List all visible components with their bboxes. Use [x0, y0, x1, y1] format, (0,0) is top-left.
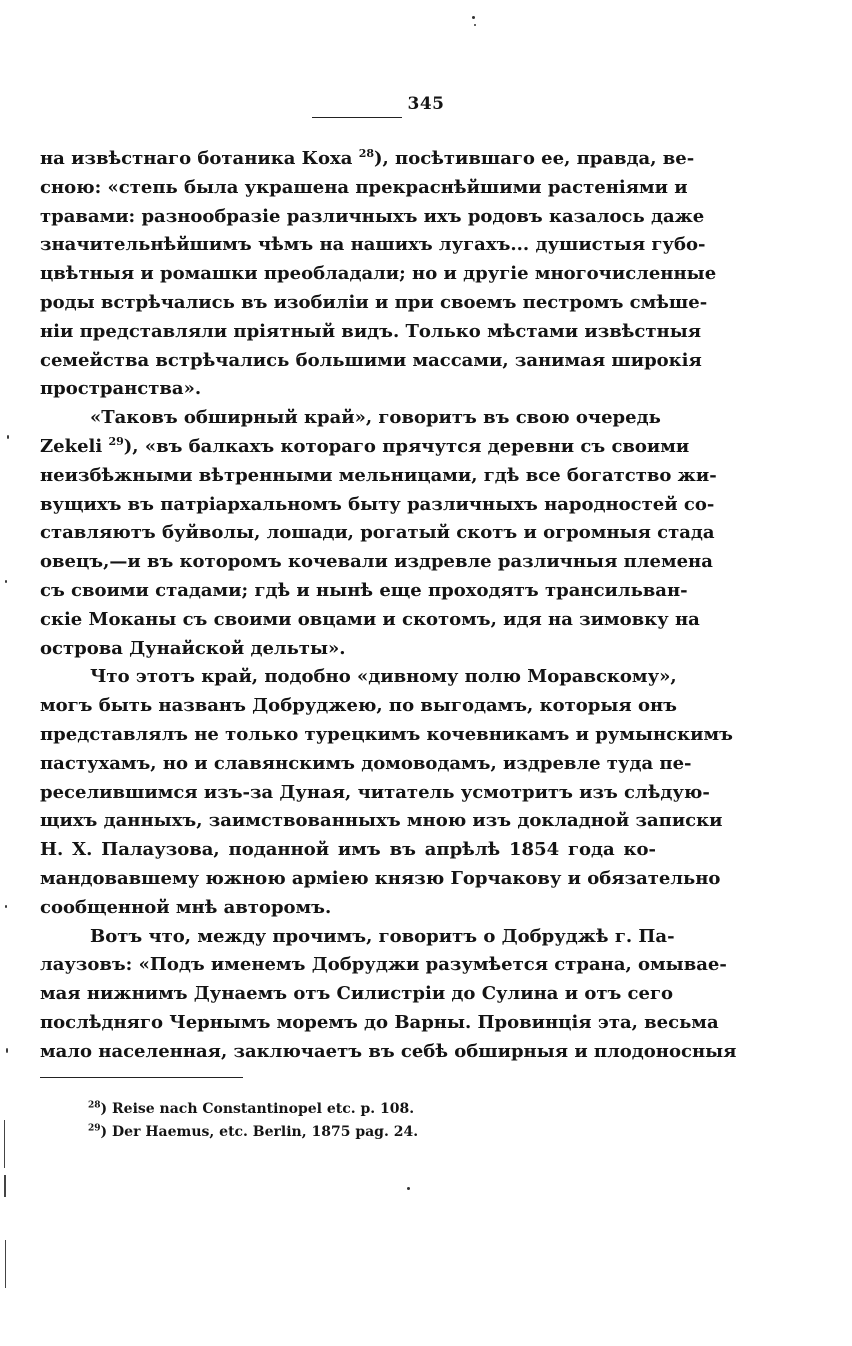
text-run: щихъ данныхъ, заимствованныхъ мною изъ докладной записки	[40, 810, 723, 832]
footnote-rule	[40, 1077, 243, 1078]
text-run: мандовавшему южною арміею князю Горчакову и обязательно	[40, 867, 721, 889]
text-run: значительнѣйшимъ чѣмъ на нашихъ лугахъ... душистыя губо-	[40, 234, 706, 256]
text-run: пастухамъ, но и славянскимъ домоводамъ, издревле туда пе-	[40, 752, 692, 774]
scan-speck	[5, 905, 7, 908]
text-run: сною: «степь была украшена прекраснѣйшими растеніями и	[40, 176, 688, 198]
text-run: ставляютъ буйволы, лошади, рогатый скотъ и огромныя стада	[40, 522, 715, 544]
text-line	[40, 404, 661, 433]
scan-speck	[474, 24, 476, 26]
scan-speck	[5, 580, 7, 583]
footnote-mark: 28	[88, 1100, 101, 1111]
text-run: острова Дунайской дельты».	[40, 637, 346, 659]
text-line	[40, 894, 656, 923]
text-line	[40, 548, 713, 577]
text-line	[40, 462, 717, 491]
paragraph	[40, 923, 737, 1067]
text-line	[40, 1038, 737, 1067]
text-run: роды встрѣчались въ изобиліи и при своемъ пестромъ смѣше-	[40, 291, 708, 313]
text-run: лаузовъ: «Подъ именемъ Добруджи разумѣется страна, омывае-	[40, 954, 727, 976]
text-run: ), посѣтившаго ее, правда, ве-	[374, 148, 695, 169]
scan-speck	[6, 1048, 8, 1053]
text-line	[40, 980, 673, 1009]
footnote-text: ) Reise nach Constantinopel etc. p. 108.	[100, 1101, 415, 1117]
text-line	[40, 519, 715, 548]
text-run: травами: разнообразіе различныхъ ихъ родовъ казалось даже	[40, 205, 705, 227]
text-line	[40, 375, 656, 404]
text-run: овецъ,—и въ которомъ кочевали издревле различныя племена	[40, 551, 713, 573]
text-run: сообщенной мнѣ авторомъ.	[40, 896, 332, 918]
text-line	[40, 577, 688, 606]
text-line	[40, 347, 702, 376]
paragraph	[40, 404, 717, 663]
text-line	[40, 750, 692, 779]
text-run: цвѣтныя и ромашки преобладали; но и другіе многочисленные	[40, 263, 717, 285]
text-run: ), «въ балкахъ котораго прячутся деревни съ своими	[123, 435, 690, 457]
text-run: мая нижнимъ Дунаемъ отъ Силистріи до Сулина и отъ сего	[40, 983, 673, 1005]
text-line	[40, 606, 700, 635]
text-run: семейства встрѣчались большими массами, занимая широкія	[40, 349, 702, 371]
text-line	[40, 721, 733, 750]
text-run: съ своими стадами; гдѣ и нынѣ еще проходятъ трансильван-	[40, 579, 688, 601]
text-run: реселившимся изъ-за Дуная, читатель усмотритъ изъ слѣдую-	[40, 781, 710, 803]
text-line	[40, 433, 690, 462]
text-line	[40, 635, 656, 664]
text-line	[40, 145, 695, 174]
scan-edge-mark	[4, 1175, 6, 1197]
text-line	[40, 1009, 719, 1038]
text-line	[40, 491, 715, 520]
scan-edge-mark	[5, 1240, 6, 1288]
text-line	[40, 865, 721, 894]
text-run: скіе Моканы съ своими овцами и скотомъ, идя на зимовку на	[40, 608, 700, 630]
header-rule	[312, 117, 402, 118]
text-line	[40, 951, 727, 980]
text-line	[40, 807, 723, 836]
text-line	[40, 692, 677, 721]
text-run: ніи представляли пріятный видъ. Только мѣстами извѣстныя	[40, 320, 702, 342]
text-run: вущихъ въ патріархальномъ быту различныхъ народностей со-	[40, 493, 715, 515]
paragraph	[40, 145, 717, 404]
paragraph	[40, 663, 733, 922]
text-line	[40, 663, 677, 692]
footnote-mark: 29	[88, 1123, 101, 1134]
text-line	[40, 260, 717, 289]
page-number: 345	[407, 94, 445, 114]
text-line	[40, 289, 708, 318]
scan-speck	[472, 16, 475, 19]
text-line	[40, 923, 675, 952]
footnote	[88, 1098, 418, 1121]
text-run: Вотъ что, между прочимъ, говоритъ о Добруджѣ г. Па-	[90, 925, 675, 947]
body-text	[40, 145, 737, 1067]
footnote-text: ) Der Haemus, etc. Berlin, 1875 pag. 24.	[100, 1124, 419, 1140]
text-line	[40, 174, 688, 203]
text-run: послѣдняго Чернымъ моремъ до Варны. Провинція эта, весьма	[40, 1011, 719, 1033]
footnote-reference: 29	[108, 434, 124, 448]
text-line	[40, 836, 656, 865]
scan-speck	[7, 435, 9, 439]
footnote	[88, 1121, 418, 1144]
text-run: Н. Х. Палаузова, поданной имъ въ апрѣлѣ 1854 года ко-	[40, 839, 656, 861]
text-run: могъ быть названъ Добруджею, по выгодамъ, которыя онъ	[40, 695, 677, 717]
text-run: на извѣстнаго ботаника Коха	[40, 148, 359, 169]
scan-speck	[407, 1187, 410, 1190]
text-run: Zekeli	[40, 435, 109, 457]
text-line	[40, 779, 710, 808]
text-run: «Таковъ обширный край», говоритъ въ свою очередь	[90, 407, 661, 429]
text-line	[40, 231, 706, 260]
text-run: мало населенная, заключаетъ въ себѣ обширныя и плодоносныя	[40, 1040, 737, 1062]
text-line	[40, 203, 705, 232]
text-run: представлялъ не только турецкимъ кочевникамъ и румынскимъ	[40, 723, 733, 745]
footnote-reference: 28	[358, 147, 374, 160]
text-line	[40, 318, 702, 347]
scan-edge-mark	[4, 1120, 5, 1168]
footnotes	[88, 1098, 418, 1144]
text-run: неизбѣжными вѣтренными мельницами, гдѣ все богатство жи-	[40, 464, 717, 486]
text-run: Что этотъ край, подобно «дивному полю Моравскому»,	[90, 666, 677, 688]
text-run: пространства».	[40, 378, 202, 400]
